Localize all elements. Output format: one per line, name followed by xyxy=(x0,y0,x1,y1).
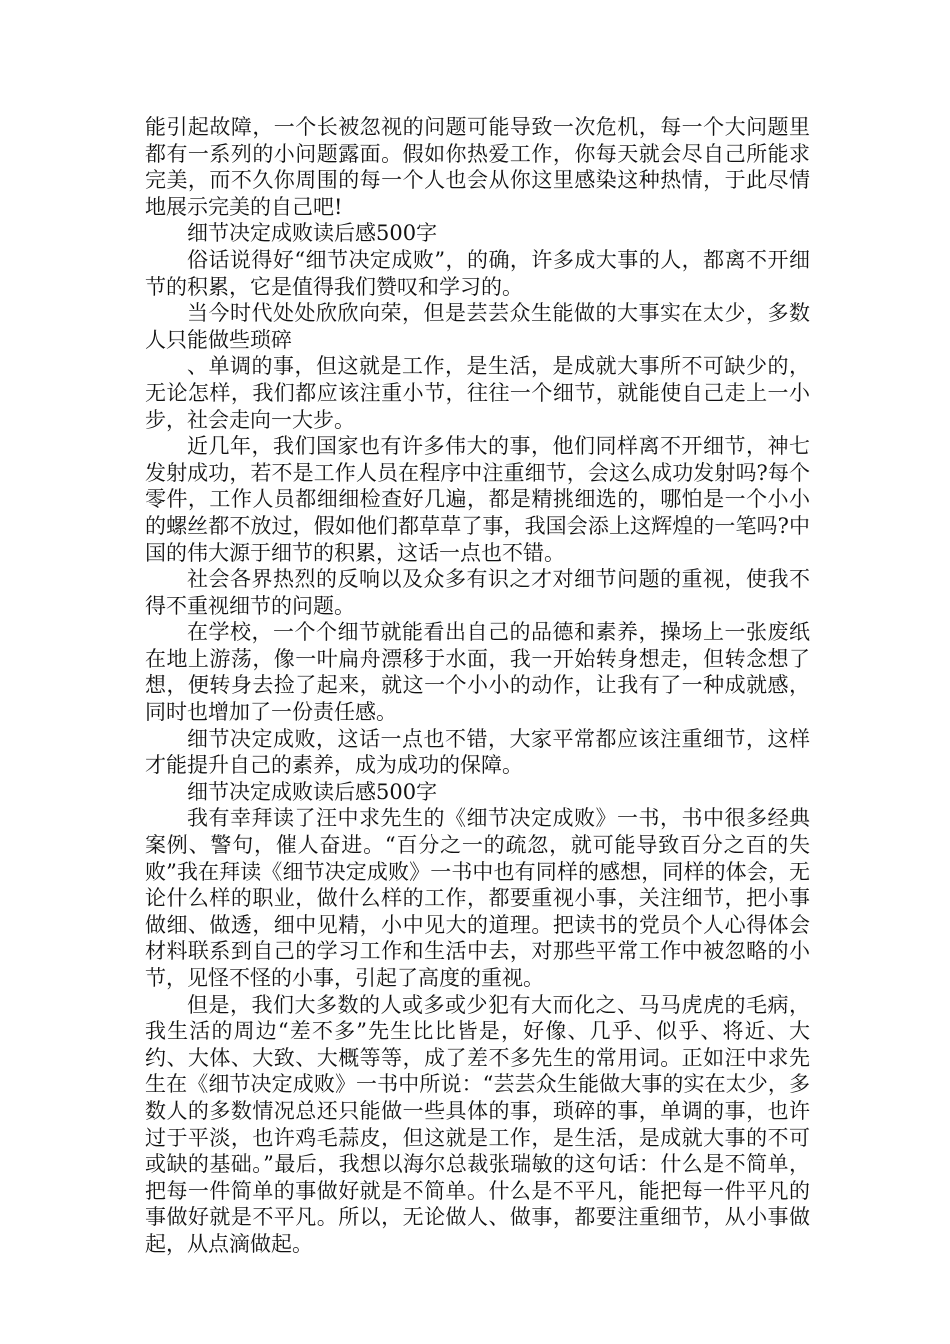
paragraph: 但是，我们大多数的人或多或少犯有大而化之、马马虎虎的毛病，我生活的周边“差不多”先生比比皆是，好像、几乎、似乎、将近、大约、大体、大致、大概等等，成了差不多先生的常用词。正如汪中求先生在《细节决定成败》一书中所说：“芸芸众生能做大事的实在太少，多数人的多数情况总还只能做一些具体的事，琐碎的事，单调的事，也许过于平淡，也许鸡毛蒜皮，但这就是工作，是生活，是成就大事的不可或缺的基础。”最后，我想以海尔总裁张瑞敏的这句话：什么是不简单，把每一件简单的事做好就是不简单。什么是不平凡，能把每一件平凡的事做好就是不平凡。所以，无论做人、做事，都要注重细节，从小事做起，从点滴做起。 xyxy=(145,992,810,1256)
paragraph: 我有幸拜读了汪中求先生的《细节决定成败》一书，书中很多经典案例、警句，催人奋进。“百分之一的疏忽，就可能导致百分之百的失败”我在拜读《细节决定成败》一书中也有同样的感想，同样的体会，无论什么样的职业，做什么样的工作，都要重视小事，关注细节，把小事做细、做透，细中见精，小中见大的道理。把读书的党员个人心得体会材料联系到自己的学习工作和生活中去，对那些平常工作中被忽略的小节，见怪不怪的小事，引起了高度的重视。 xyxy=(145,806,810,990)
paragraph-continuation: 能引起故障，一个长被忽视的问题可能导致一次危机，每一个大问题里都有一系列的小问题露面。假如你热爱工作，你每天就会尽自己所能求完美，而不久你周围的每一个人也会从你这里感染这种热情，于此尽情地展示完美的自己吧! xyxy=(145,115,810,219)
paragraph: 细节决定成败，这话一点也不错，大家平常都应该注重细节，这样才能提升自己的素养，成为成功的保障。 xyxy=(145,726,810,778)
section-heading-1: 细节决定成败读后感500字 xyxy=(187,221,438,246)
paragraph: 近几年，我们国家也有许多伟大的事，他们同样离不开细节，神七发射成功，若不是工作人员在程序中注重细节，会这么成功发射吗?每个零件，工作人员都细细检查好几遍，都是精挑细选的，哪怕是一个小小的螺丝都不放过，假如他们都草草了事，我国会添上这辉煌的一笔吗?中国的伟大源于细节的积累，这话一点也不错。 xyxy=(145,434,810,565)
paragraph: 当今时代处处欣欣向荣，但是芸芸众生能做的大事实在太少，多数人只能做些琐碎 xyxy=(145,301,810,352)
section-heading-2: 细节决定成败读后感500字 xyxy=(187,779,438,804)
document-body xyxy=(145,114,810,1258)
paragraph: 社会各界热烈的反响以及众多有识之才对细节问题的重视，使我不得不重视细节的问题。 xyxy=(145,567,810,618)
paragraph: 在学校，一个个细节就能看出自己的品德和素养，操场上一张废纸在地上游荡，像一叶扁舟漂移于水面，我一开始转身想走，但转念想了想，便转身去捡了起来，就这一个小小的动作，让我有了一种成就感，同时也增加了一份责任感。 xyxy=(145,620,810,725)
paragraph: 、单调的事，但这就是工作，是生活，是成就大事所不可缺少的，无论怎样，我们都应该注重小节，往往一个细节，就能使自己走上一小步，社会走向一大步。 xyxy=(145,354,810,432)
paragraph: 俗话说得好“细节决定成败”，的确，许多成大事的人，都离不开细节的积累，它是值得我们赞叹和学习的。 xyxy=(145,247,810,299)
